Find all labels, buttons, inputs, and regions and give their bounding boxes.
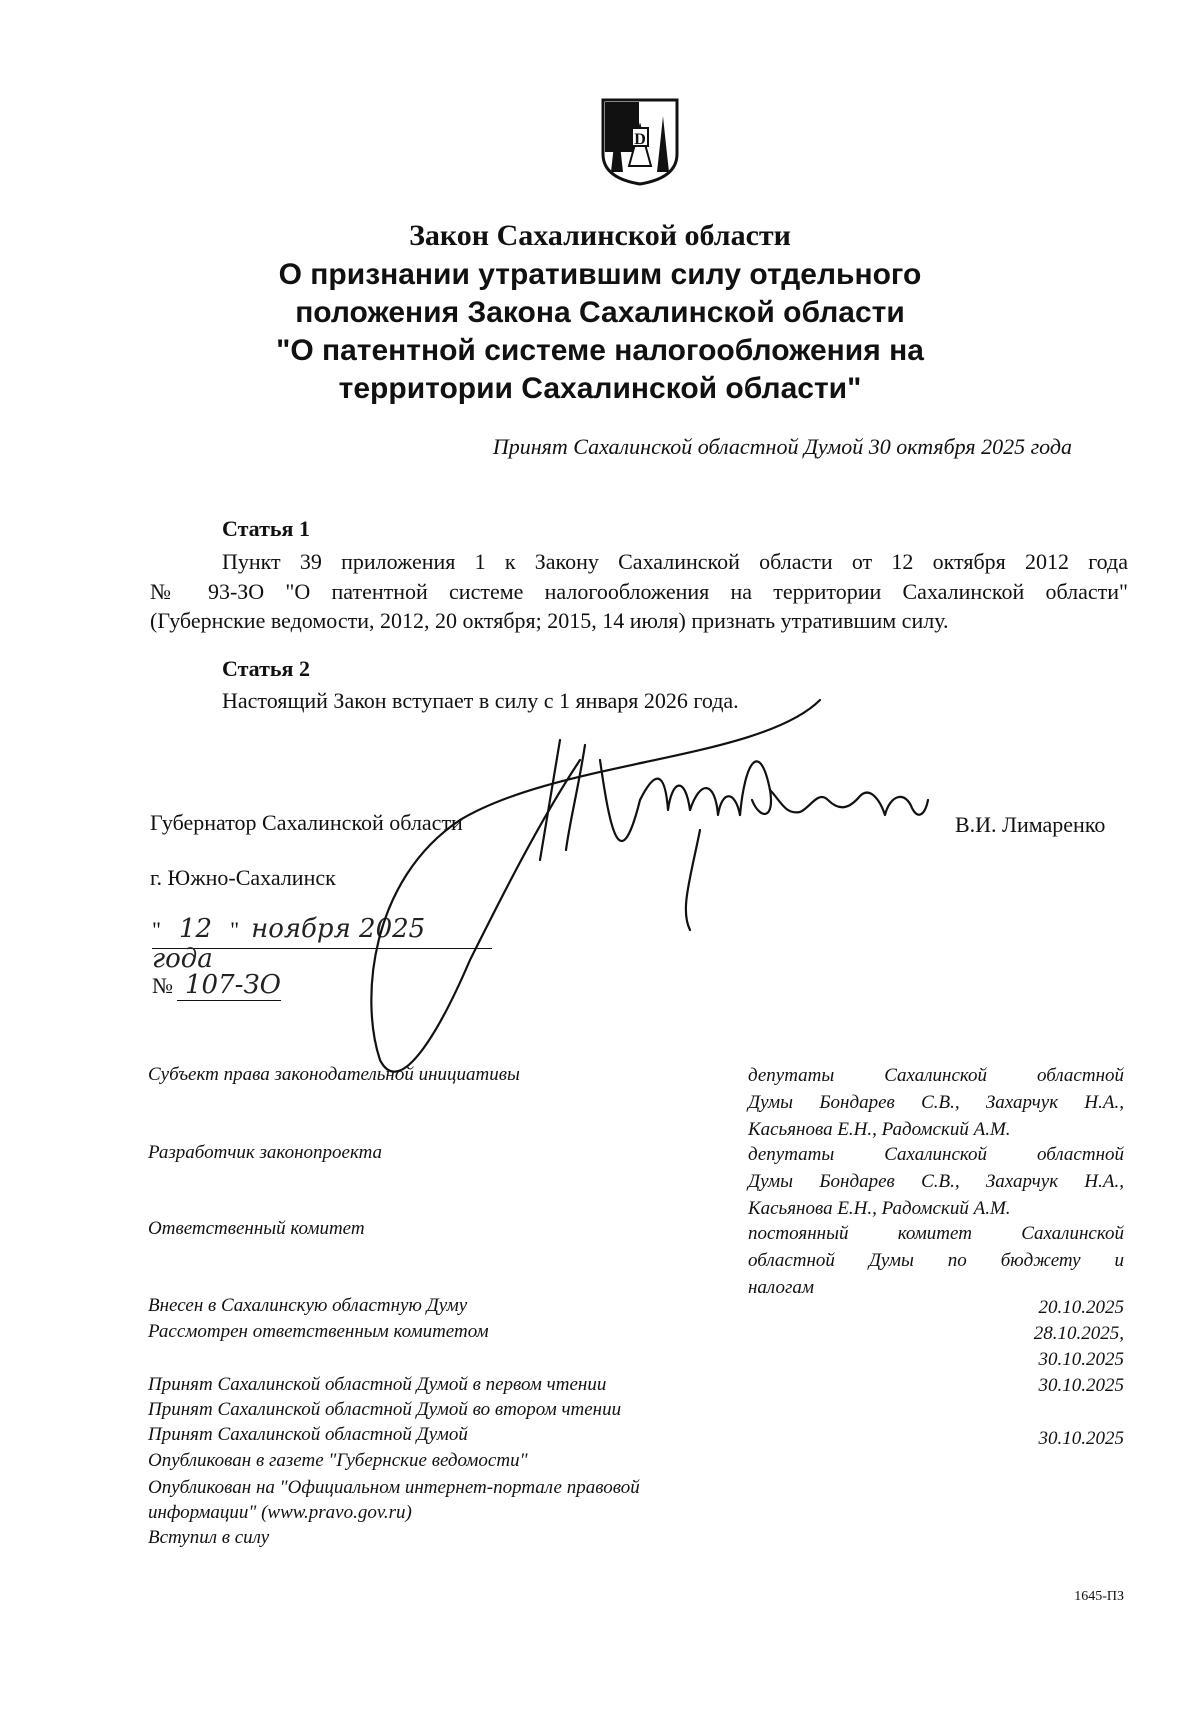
- meta-value-line: депутаты Сахалинской областной: [748, 1144, 1124, 1165]
- history-date: 30.10.2025: [1038, 1349, 1124, 1370]
- date-day: 12: [178, 914, 213, 944]
- history-date: 30.10.2025: [1038, 1375, 1124, 1396]
- document-code: 1645-ПЗ: [1074, 1589, 1124, 1604]
- governor-position: Губернатор Сахалинской области: [150, 810, 463, 835]
- meta-value-committee: [748, 1220, 1124, 1301]
- date-open-quote: ": [152, 917, 161, 942]
- article-1-line: № 93-ЗО "О патентной системе налогообложения на территории Сахалинской области": [150, 579, 1128, 604]
- meta-value-line: депутаты Сахалинской областной: [748, 1065, 1124, 1086]
- meta-label-initiative: Субъект права законодательной инициативы: [148, 1064, 520, 1085]
- meta-value-line: Думы Бондарев С.В., Захарчук Н.А.,: [748, 1092, 1124, 1113]
- history-date: 28.10.2025,: [1033, 1323, 1124, 1344]
- article-1-line: (Губернские ведомости, 2012, 20 октября; 2015, 14 июля) признать утратившим силу.: [150, 608, 949, 633]
- adoption-line: Принят Сахалинской областной Думой 30 октября 2025 года: [492, 434, 1072, 459]
- article-1-line: Пункт 39 приложения 1 к Закону Сахалинской области от 12 октября 2012 года: [222, 549, 1128, 574]
- meta-value-developer: [748, 1141, 1124, 1222]
- law-subtitle-line: территории Сахалинской области": [338, 372, 862, 405]
- meta-value-line: Касьянова Е.Н., Радомский А.М.: [748, 1198, 1011, 1219]
- law-number: 107-ЗО: [177, 970, 281, 1001]
- law-subtitle-line: положения Закона Сахалинской области: [295, 296, 905, 329]
- law-title: Закон Сахалинской области: [409, 219, 791, 252]
- history-label: Опубликован в газете "Губернские ведомости": [148, 1450, 528, 1471]
- number-label: №: [152, 973, 173, 998]
- law-subtitle-line: "О патентной системе налогообложения на: [276, 334, 924, 367]
- svg-text:D: D: [634, 131, 646, 148]
- meta-value-line: областной Думы по бюджету и: [748, 1250, 1124, 1271]
- history-label: Принят Сахалинской областной Думой: [148, 1424, 468, 1445]
- meta-value-line: налогам: [748, 1277, 814, 1298]
- article-1-heading: Статья 1: [222, 516, 310, 541]
- history-label: Внесен в Сахалинскую областную Думу: [148, 1295, 468, 1316]
- history-label: информации" (www.pravo.gov.ru): [148, 1502, 412, 1523]
- history-date: 30.10.2025: [1038, 1428, 1124, 1449]
- history-label: Рассмотрен ответственным комитетом: [148, 1321, 489, 1342]
- history-label: Вступил в силу: [148, 1527, 270, 1548]
- meta-label-developer: Разработчик законопроекта: [148, 1142, 383, 1163]
- meta-value-initiative: [748, 1062, 1124, 1143]
- city-line: г. Южно-Сахалинск: [150, 865, 336, 890]
- history-label: Принят Сахалинской областной Думой в первом чтении: [148, 1374, 607, 1395]
- history-label: Принят Сахалинской областной Думой во втором чтении: [148, 1399, 622, 1420]
- meta-value-line: постоянный комитет Сахалинской: [748, 1223, 1124, 1244]
- meta-label-committee: Ответственный комитет: [148, 1218, 365, 1239]
- date-close-quote: ": [230, 917, 240, 942]
- history-label: Опубликован на "Официальном интернет-портале правовой: [148, 1477, 640, 1498]
- law-subtitle-line: О признании утратившим силу отдельного: [278, 258, 922, 291]
- date-month-year: ноября 2025 года: [152, 914, 426, 974]
- article-2-line: Настоящий Закон вступает в силу с 1 января 2026 года.: [222, 688, 739, 713]
- governor-name: В.И. Лимаренко: [955, 812, 1106, 837]
- history-date: 20.10.2025: [1038, 1297, 1124, 1318]
- meta-value-line: Касьянова Е.Н., Радомский А.М.: [748, 1119, 1011, 1140]
- meta-value-line: Думы Бондарев С.В., Захарчук Н.А.,: [748, 1171, 1124, 1192]
- article-2-heading: Статья 2: [222, 656, 310, 681]
